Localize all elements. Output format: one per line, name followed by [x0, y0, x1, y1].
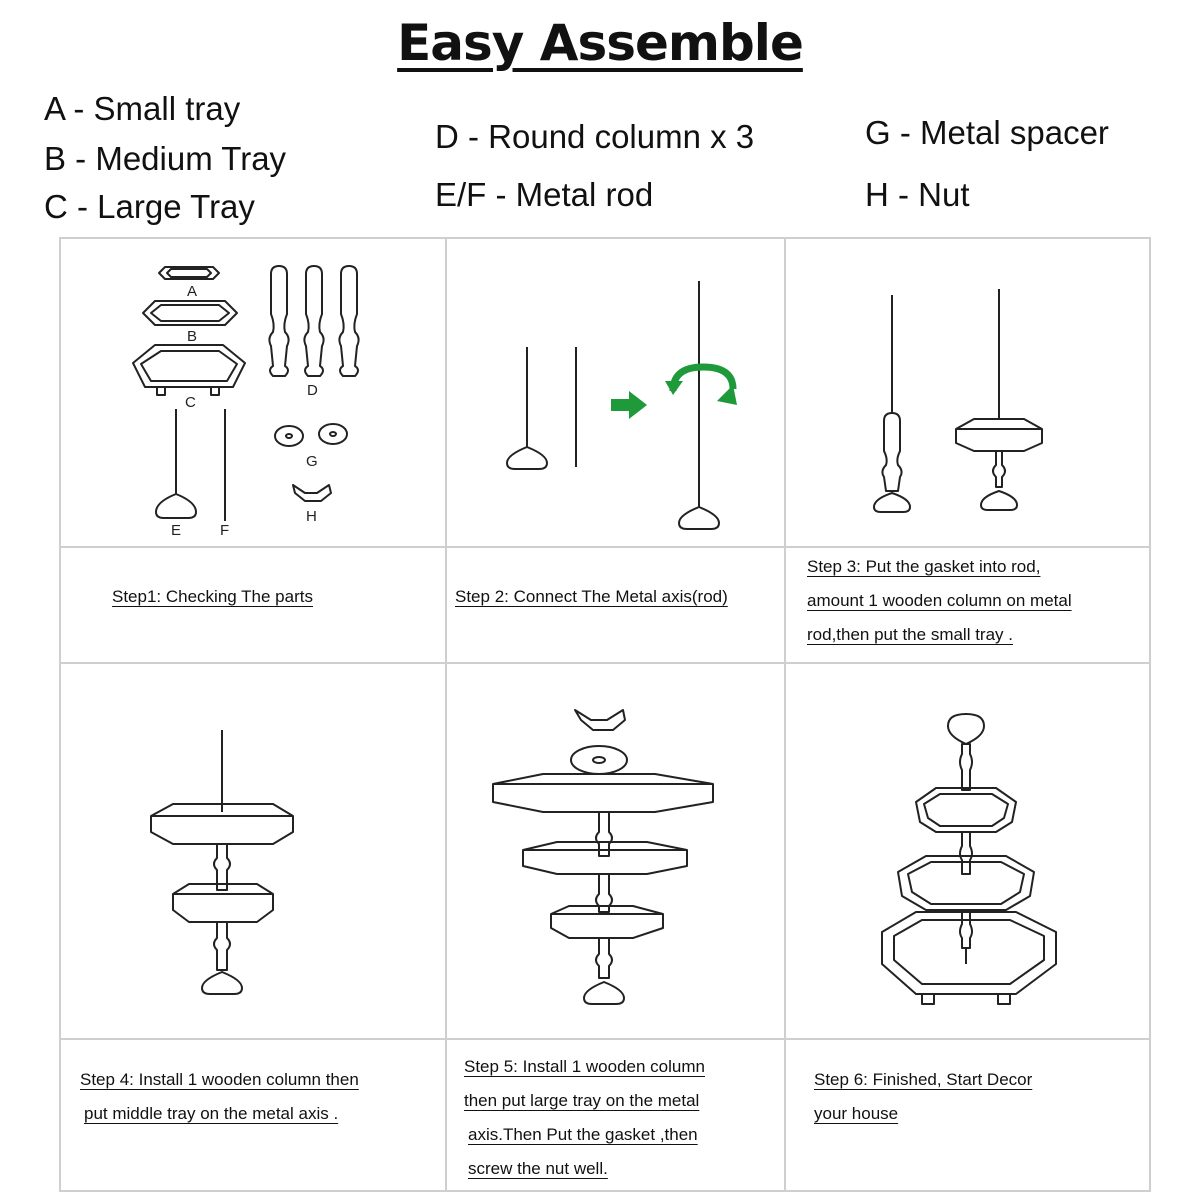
caption-line: Step 6: Finished, Start Decor [814, 1070, 1033, 1089]
step3-illustration [786, 239, 1150, 546]
small-tray-icon [551, 906, 663, 938]
step3-caption [807, 550, 1072, 652]
grid-divider [59, 546, 1151, 548]
step6-illustration [786, 664, 1150, 1038]
top-handle-icon [948, 714, 984, 744]
caption-line: your house [814, 1104, 899, 1123]
wing-nut-icon [575, 710, 625, 730]
step2-caption [455, 580, 728, 614]
part-letter-b: B [187, 328, 198, 345]
small-tray-icon [159, 267, 219, 279]
caption-line: Step 2: Connect The Metal axis(rod) [455, 587, 728, 606]
rod-base-icon [202, 972, 242, 994]
part-h-label: H - Nut [865, 176, 970, 213]
step5-caption [464, 1050, 705, 1186]
part-letter-g: G [306, 453, 318, 470]
caption-line: Step 4: Install 1 wooden column then [80, 1070, 359, 1089]
caption-line: Step1: Checking The parts [112, 587, 313, 606]
small-tray-on-rod-icon [956, 289, 1042, 510]
large-tray-icon [493, 774, 713, 812]
step4-illustration [61, 664, 445, 1038]
grid-divider [59, 1038, 1151, 1040]
large-tray-icon [133, 345, 245, 395]
part-letter-f: F [220, 522, 230, 539]
caption-line: Step 3: Put the gasket into rod, [807, 557, 1041, 576]
right-arrow-icon [611, 391, 647, 419]
caption-line: axis.Then Put the gasket ,then [468, 1125, 698, 1144]
metal-spacer-icon [571, 746, 627, 774]
part-g-label: G - Metal spacer [865, 114, 1109, 151]
step2-illustration [447, 239, 784, 546]
medium-tray-icon [898, 856, 1034, 910]
part-letter-c: C [185, 394, 196, 411]
part-letter-e: E [171, 522, 182, 539]
part-a-label: A - Small tray [44, 90, 241, 127]
middle-tray-icon [523, 842, 687, 874]
part-c-label: C - Large Tray [44, 188, 255, 225]
part-letter-h: H [306, 508, 317, 525]
column-on-rod-icon [874, 295, 910, 512]
caption-line: Step 5: Install 1 wooden column [464, 1057, 705, 1076]
rod-base-icon [584, 982, 624, 1004]
metal-spacer-icon [275, 424, 347, 446]
caption-line: put middle tray on the metal axis . [84, 1104, 339, 1123]
caption-line: rod,then put the small tray . [807, 625, 1013, 644]
parts-illustration [61, 239, 445, 546]
assembled-rod-icon [679, 281, 719, 529]
caption-line: then put large tray on the metal [464, 1091, 700, 1110]
step5-illustration [447, 664, 784, 1038]
step6-caption [814, 1063, 1032, 1131]
metal-rod-with-base-icon [507, 347, 547, 469]
part-ef-label: E/F - Metal rod [435, 176, 654, 213]
caption-line: amount 1 wooden column on metal [807, 591, 1072, 610]
step1-caption [112, 580, 313, 614]
part-d-label: D - Round column x 3 [435, 118, 755, 155]
large-tray-icon [882, 912, 1056, 1004]
small-tray-icon [916, 788, 1016, 832]
part-letter-d: D [307, 382, 318, 399]
caption-line: screw the nut well. [468, 1159, 608, 1178]
page-title: Easy Assemble [397, 14, 803, 72]
part-b-label: B - Medium Tray [44, 140, 287, 177]
round-column-icon [269, 266, 358, 376]
medium-tray-icon [143, 301, 237, 325]
part-letter-a: A [187, 283, 198, 300]
wing-nut-icon [293, 485, 331, 501]
metal-rod-e-icon [156, 409, 196, 518]
step4-caption [80, 1063, 359, 1131]
rotate-icon [665, 367, 737, 405]
